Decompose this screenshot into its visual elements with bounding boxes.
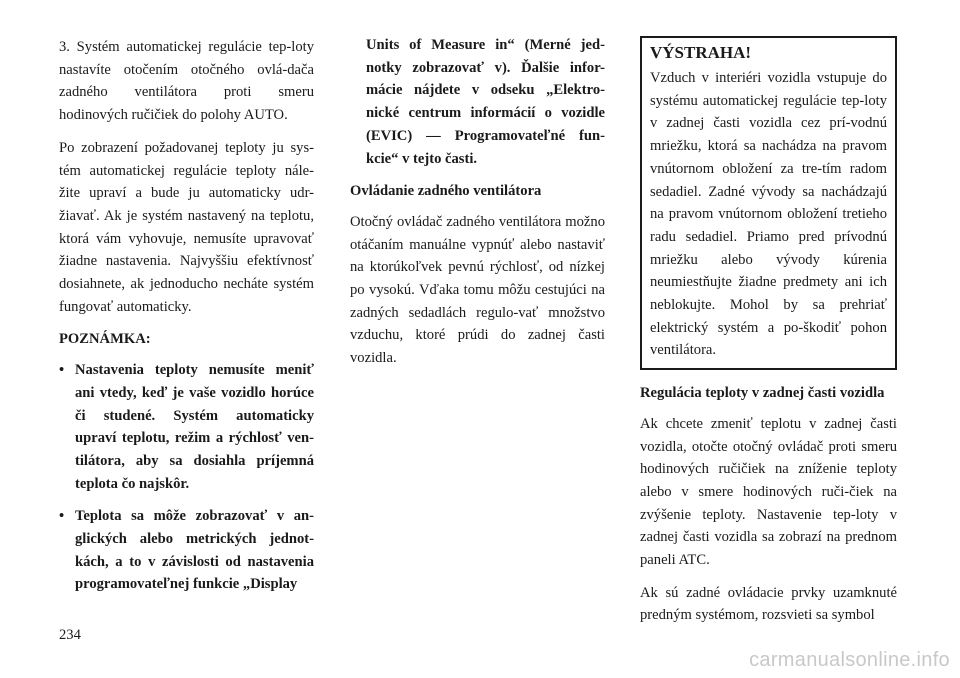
paragraph-rear-blower: Otočný ovládač zadného ventilátora možno otáčaním manuálne vypnúť alebo nastaviť na ktorúkoľvek pevnú rýchlosť, od nízkej po vysokú. Vďaka tomu môžu cestujúci na zadných sedadlách regulo-vať množstvo vzduchu, ktoré prúdi do zadnej časti vozidla. — [350, 213, 605, 367]
paragraph-rear-lock: Ak sú zadné ovládacie prvky uzamknuté predným systémom, rozsvieti sa symbol — [640, 584, 897, 624]
page-number: 234 — [59, 627, 81, 643]
note-bullet-item — [59, 359, 314, 495]
watermark: carmanualsonline.info — [749, 649, 950, 672]
note-bullet-continuation: Units of Measure in“ (Merné jed-notky zobrazovať v). Ďalšie infor-mácie nájdete v odseku „Elektro-nické centrum informácií o vozidle (EVIC) — Programovateľné fun-kcie“ v tejto časti. — [366, 37, 605, 167]
warning-box — [640, 36, 897, 370]
note-heading: POZNÁMKA: — [59, 331, 151, 348]
warning-title: VÝSTRAHA! — [650, 43, 752, 62]
note-bullet-text: Teplota sa môže zobrazovať v an-glických alebo metrických jednot-kách, a to v závislosti od nastavenia programovateľnej funkcie „Display — [75, 508, 314, 593]
warning-text: Vzduch v interiéri vozidla vstupuje do systému automatickej regulácie tep-loty v zadnej časti vozidla cez prí-vodnú mriežku, ktorá sa nachádza na pravom vnútornom obložení za tre-tím radom sedadiel. Zadné vývody sa nachádzajú na pravom vnútornom obložení tretieho radu sedadiel. Priamo pred prívodnú mriežku alebo vývody kúrenia neumiestňujte žiadne predmety ani ich neblokujte. Mohol by sa prehriať elektrický systém a po-škodiť pohon ventilátora. — [650, 70, 887, 359]
middle-column — [350, 36, 605, 380]
paragraph-rear-temperature: Ak chcete zmeniť teplotu v zadnej časti vozidla, otočte otočný ovládač proti smeru hodinových ručičiek na zníženie teploty alebo v smere hodinových ruči-čiek na zvýšenie teploty. Nastavenie tep-loty v zadnej časti vozidla sa zobrazí na prednom paneli ATC. — [640, 415, 897, 569]
bullet-icon: • — [59, 508, 65, 525]
right-column — [640, 36, 897, 637]
paragraph-auto-regulation: Po zobrazení požadovanej teploty ju sys-tém automatickej regulácie teploty nále-žite upraví a bude ju automaticky udr-žiavať. Ak je systém nastavený na teplotu, ktorá vám vyhovuje, nemusíte upravovať žiadne nastavenia. Najvyššiu efektívnosť dosiahnete, ak jednoducho necháte systém fungovať automaticky. — [59, 139, 314, 315]
section-heading-rear-temperature: Regulácia teploty v zadnej časti vozidla — [640, 385, 885, 402]
left-column — [59, 36, 314, 606]
note-bullet-text: Nastavenia teploty nemusíte meniť ani vtedy, keď je vaše vozidlo horúce či studené. Systém automaticky upraví teplotu, režim a rýchlosť ven-tilátora, aby sa dosiahla príjemná teplota čo najskôr. — [75, 362, 314, 492]
paragraph-auto-mode: 3. Systém automatickej regulácie tep-loty nastavíte otočením otočného ovlá-dača zadného ventilátora proti smeru hodinových ručičiek do polohy AUTO. — [59, 39, 314, 124]
section-heading-rear-blower: Ovládanie zadného ventilátora — [350, 183, 542, 200]
note-bullet-item — [59, 505, 314, 596]
bullet-icon: • — [59, 362, 65, 379]
note-bullet-list — [59, 359, 314, 596]
